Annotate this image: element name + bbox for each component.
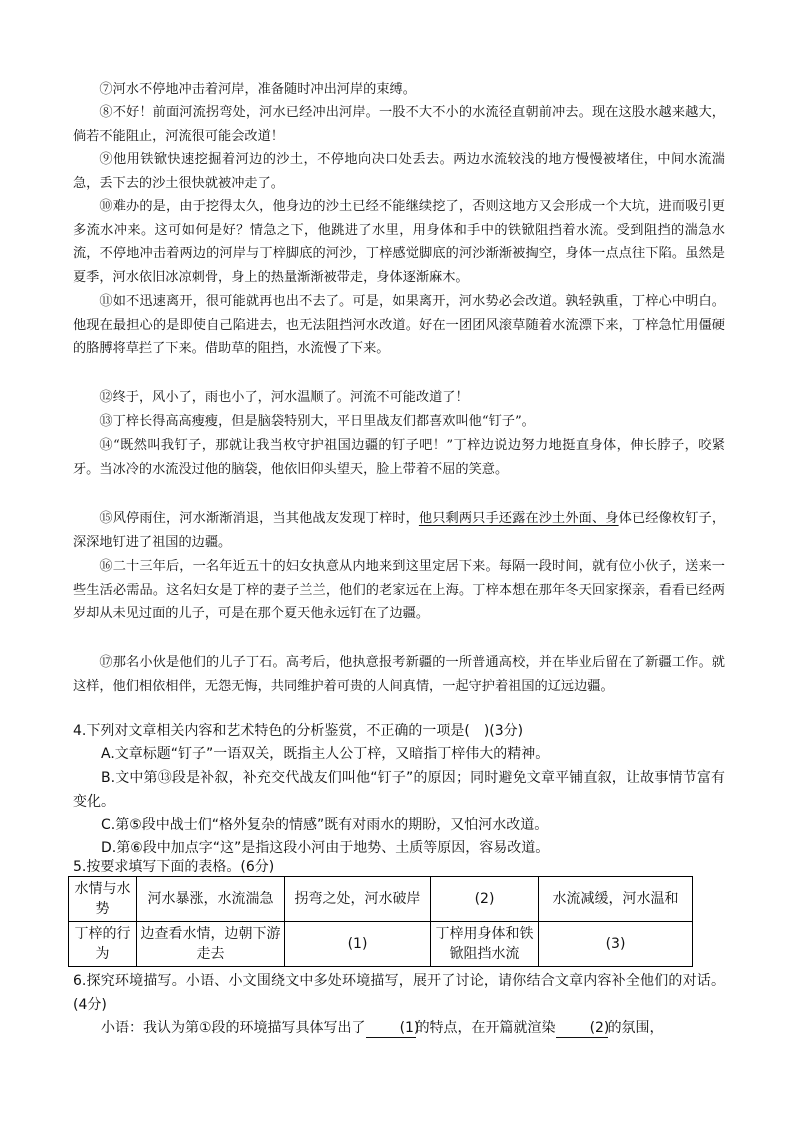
table-cell: 边查看水情，边朝下游走去: [137, 922, 285, 967]
dialogue-text-c: 的氛围，: [607, 1020, 664, 1036]
question-4-option-d: D.第⑥段中加点字“这”是指这段小河由于地势、土质等原因，容易改道。: [101, 840, 550, 856]
paragraph-9: ⑨他用铁锨快速挖掘着河边的沙土，不停地向决口处丢去。两边水流较浅的地方慢慢被堵住，中间水流湍急，丢下去的沙土很快就被冲走了。: [73, 152, 725, 191]
table-cell-blank[interactable]: (1): [285, 922, 431, 967]
paragraph-10: ⑩难办的是，由于挖得太久，他身边的沙土已经不能继续挖了，否则这地方又会形成一个大坑，进而吸引更多流水冲来。这可如何是好？情急之下，他跳进了水里，用身体和手中的铁锨阻挡着水流。受到阻挡的湍急水流，不停地冲击着两边的河岸与丁梓脚底的河沙，丁梓感觉脚底的河沙渐渐被掏空，身体一点点往下陷。虽然是夏季，河水依旧冰凉刺骨，身上的热量渐渐被带走，身体逐渐麻木。: [73, 199, 725, 285]
table-row: [69, 922, 693, 967]
dialogue-text-a: 小语：我认为第①段的环境描写具体写出了: [101, 1020, 366, 1036]
answer-blank-2[interactable]: (2): [556, 1019, 608, 1038]
table-cell: 水情与水势: [69, 877, 137, 922]
paragraph-15-text: ⑮风停雨住，河水渐渐消退，当其他战友发现丁梓时，: [99, 511, 419, 526]
table-cell-blank[interactable]: (2): [431, 877, 539, 922]
paragraph-13: ⑬丁梓长得高高瘦瘦，但是脑袋特别大，平日里战友们都喜欢叫他“钉子”。: [99, 414, 535, 429]
table-cell: 水流减缓，河水温和: [539, 877, 693, 922]
question-6-stem: 6.探究环境描写。小语、小文围绕文中多处环境描写，展开了讨论，请你结合文章内容补全他们的对话。(4分): [73, 973, 725, 1013]
question-4-option-c: C.第⑤段中战士们“格外复杂的情感”既有对雨水的期盼，又怕河水改道。: [101, 817, 549, 833]
question-5-stem: 5.按要求填写下面的表格。(6分): [73, 859, 275, 875]
table-row: [69, 877, 693, 922]
question-6-dialogue: [73, 1017, 725, 1041]
table-cell: 丁梓用身体和铁锨阻挡水流: [431, 922, 539, 967]
paragraph-11: ⑪如不迅速离开，很可能就再也出不去了。可是，如果离开，河水势必会改道。孰轻孰重，丁梓心中明白。他现在最担心的是即使自己陷进去，也无法阻挡河水改道。好在一团团风滚草随着水流漂下来，丁梓急忙用僵硬的胳膊将草拦了下来。借助草的阻挡，水流慢了下来。: [73, 294, 725, 356]
paragraph-8: ⑧不好！前面河流拐弯处，河水已经冲出河岸。一股不大不小的水流径直朝前冲去。现在这股水越来越大，倘若不能阻止，河流很可能会改道！: [73, 105, 725, 144]
paragraph-17: ⑰那名小伙是他们的儿子丁石。高考后，他执意报考新疆的一所普通高校，并在毕业后留在了新疆工作。就这样，他们相依相伴，无怨无悔，共同维护着可贵的人间真情，一起守护着祖国的辽远边疆。: [73, 655, 725, 694]
paragraph-7: ⑦河水不停地冲击着河岸，准备随时冲出河岸的束缚。: [99, 82, 416, 97]
table-cell-blank[interactable]: (3): [539, 922, 693, 967]
dialogue-text-b: 的特点，在开篇就渲染: [415, 1020, 556, 1036]
question-4-stem: 4.下列对文章相关内容和艺术特色的分析鉴赏，不正确的一项是( )(3分): [73, 723, 524, 739]
table-cell: 河水暴涨，水流湍急: [137, 877, 285, 922]
paragraph-15-underlined: 他只剩两只手还露在沙土外面、身: [418, 511, 619, 526]
answer-blank-1[interactable]: (1): [366, 1019, 416, 1038]
paragraph-14: ⑭“既然叫我钉子，那就让我当枚守护祖国边疆的钉子吧！”丁梓边说边努力地挺直身体，伸长脖子，咬紧牙。当冰冷的水流没过他的脑袋，他依旧仰头望天，脸上带着不屈的笑意。: [73, 438, 725, 477]
answer-table: [68, 876, 693, 967]
question-4-option-a: A.文章标题“钉子”一语双关，既指主人公丁梓，又暗指丁梓伟大的精神。: [101, 746, 550, 762]
paragraph-15: [73, 507, 725, 554]
table-cell: 丁梓的行为: [69, 922, 137, 967]
paragraph-12: ⑫终于，风小了，雨也小了，河水温顺了。河流不可能改道了！: [99, 390, 469, 405]
table-cell: 拐弯之处，河水破岸: [285, 877, 431, 922]
paragraph-16: ⑯二十三年后，一名年近五十的妇女执意从内地来到这里定居下来。每隔一段时间，就有位小伙子，送来一些生活必需品。这名妇女是丁梓的妻子兰兰，他们的老家远在上海。丁梓本想在那年冬天回家探亲，看看已经两岁却从未见过面的儿子，可是在那个夏天他永远钉在了边疆。: [73, 559, 725, 621]
paragraph-15-tail: 体已经像枚钉子，深深地钉进了祖国的边疆。: [73, 511, 726, 550]
question-4-option-b: B.文中第⑬段是补叙，补充交代战友们叫他“钉子”的原因；同时避免文章平铺直叙，让故事情节富有变化。: [73, 770, 725, 810]
